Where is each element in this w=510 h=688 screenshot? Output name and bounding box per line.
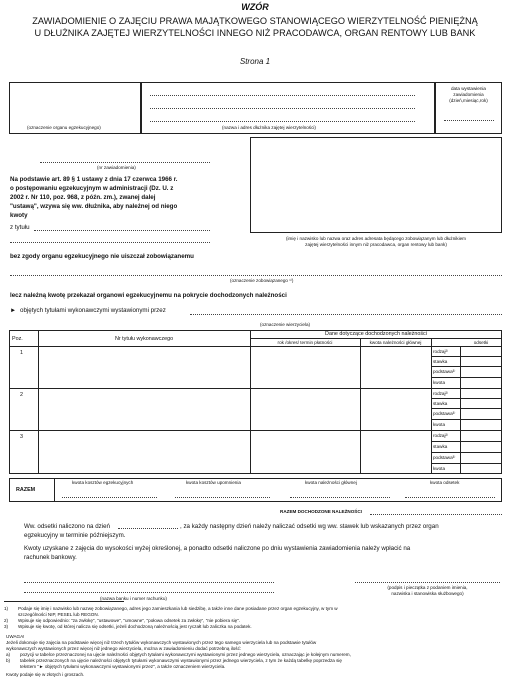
row-2-rodzaj: rodzaj²⁾ (433, 391, 449, 396)
z-tytulu-line-1 (34, 230, 210, 231)
item-b-marker: b) (6, 658, 11, 663)
wierzyciel-line (190, 314, 502, 315)
header-kwota: kwota należności głównej (369, 340, 422, 345)
uwaga-1: Jeżeli dokonuje się zajęcia na podstawie więcej niż trzech tytułów wykonawczych wystawionych przez tego samego wierzyciela lub na podstawie tytułów (6, 640, 317, 645)
legal-text-5: kwoty (10, 212, 28, 219)
row-3-stawka: stawka (433, 444, 448, 449)
footnote-1b: szczególności NIP, PESEL lub REGON. (18, 612, 99, 617)
uwaga-b1: tabelek przeznaczonych na ujęcie należności objętych tytułami wykonawczymi wystawionymi przez jednego wierzyciela, z tym że każdą tabelkę poprzedza się (20, 658, 342, 663)
legal-text-4: "ustawą", wzywa się ww. dłużnika, aby należnej od niego (10, 203, 178, 210)
razem-glowna: kwota należności głównej (305, 480, 357, 485)
addressee-label-2: zajętej wierzytelności innym niż pracodawca, organ rentowy lub bank) (305, 242, 447, 247)
row-3-poz: 3 (20, 434, 23, 440)
signature-label-1: (podpis i pieczątka z podaniem imienia, (387, 585, 468, 590)
header-rok: rok /okres/ termin płatności (277, 340, 333, 345)
razem-label: RAZEM (16, 487, 36, 493)
date-line (444, 120, 494, 121)
header-poz: Poz. (12, 336, 23, 342)
bank-line-2 (24, 592, 274, 593)
bank-line-1 (24, 582, 274, 583)
objetych-text: objętych tytułami wykonawczymi wystawionymi przez (20, 307, 166, 314)
date-label-2: zawiadomienia (453, 92, 484, 97)
row-1-podstawa: podstawa³⁾ (433, 369, 456, 374)
footnote-3-marker: 3) (4, 624, 9, 629)
last-note: Kwoty podaje się w złotych i groszach. (6, 672, 85, 677)
wzor-label: WZÓR (241, 2, 269, 12)
document-title-line1: ZAWIADOMIENIE O ZAJĘCIU PRAWA MAJĄTKOWEGO STANOWIĄCEGO WIERZYTELNOŚĆ PIENIĘŻNĄ (32, 16, 478, 26)
signature-line (355, 582, 500, 583)
date-label-3: (dzień,miesiąc,rok) (449, 98, 488, 103)
zobowiazany-label: (oznaczenie zobowiązanego ¹⁾) (230, 278, 294, 283)
page-number: Strona 1 (239, 57, 271, 66)
row-1-rodzaj: rodzaj²⁾ (433, 349, 449, 354)
ww-odsetki-text-1a: Ww. odsetki naliczono na dzień (24, 523, 110, 530)
footnote-1a: Podaje się imię i nazwisko lub nazwę zobowiązanego, adres jego zamieszkania lub siedzibę, a także inne dane posiadane przez organ egzekucyjny, w tym w (18, 606, 338, 611)
header-nr-tytulu: Nr tytułu wykonawczego (114, 336, 174, 342)
signature-label-2: nazwiska i stanowiska służbowego) (391, 591, 464, 596)
row-2-stawka: stawka (433, 401, 448, 406)
row-2-poz: 2 (20, 392, 23, 398)
bank-label: (nazwa banku i numer rachunku) (100, 596, 167, 601)
footnote-2: Wpisuje się odpowiednio: "za zwłokę", "ustawowe", "umowne", "połowa odsetek za zwłokę", "nie pobiera się". (18, 618, 241, 623)
addressee-label-1: (imię i nazwisko lub nazwa oraz adres adresata będącego zobowiązanym lub dłużnikiem (285, 236, 466, 241)
header-dane: Dane dotyczące dochodzonych należności (325, 331, 427, 337)
footnote-2-marker: 2) (4, 618, 9, 623)
date-label-1: data wystawienia (451, 86, 486, 91)
row-3-podstawa: podstawa³⁾ (433, 455, 456, 460)
addressee-box[interactable] (250, 137, 502, 233)
kwoty-text-1: Kwoty uzyskane z zajęcia do wysokości wyżej określonej, a ponadto odsetki naliczone po dniu wystawienia zawiadomienia należy wpłacić na (24, 545, 411, 552)
lecz-text: lecz należną kwotę przekazał organowi egzekucyjnemu na pokrycie dochodzonych należności (10, 292, 287, 299)
uwaga-2: wykonawczych wystawionych przez więcej niż jednego wierzyciela, można w zawiadomieniu dodać potrzebną ilość: (6, 646, 242, 651)
uwaga-heading: UWAGA! (6, 634, 25, 639)
razem-koszty-egz: kwota kosztów egzekucyjnych (72, 480, 134, 485)
arrow-icon: ► (10, 307, 17, 314)
kwoty-text-2: rachunek bankowy. (24, 554, 77, 561)
document-title-line2: U DŁUŻNIKA ZAJĘTEJ WIERZYTELNOŚCI INNEGO NIŻ PRACODAWCA, ORGAN RENTOWY LUB BANK (34, 28, 476, 38)
row-3-kwota: kwota (433, 466, 446, 471)
z-tytulu-label: z tytułu (10, 224, 30, 231)
receivables-table (9, 330, 502, 474)
nr-label: (nr zawiadomienia) (97, 165, 136, 170)
debtor-label: (nazwa i adres dłużnika zajętej wierzytelności) (222, 125, 316, 130)
legal-text-3: 2002 r. Nr 110, poz. 968, z późn. zm.), zwanej dalej (10, 194, 156, 201)
header-odsetki: odsetki (473, 340, 489, 345)
row-1-stawka: stawka (433, 359, 448, 364)
razem-dochodzone: RAZEM DOCHODZONE NALEŻNOŚCI (280, 509, 362, 514)
uwaga-a: pozycji w tabelce przeznaczonej na ujęcie należności objętych tytułami wykonawczymi wystawionymi przez jednego wierzyciela, oznaczając je kolejnym numerem, (20, 652, 351, 657)
uwaga-b2: tekstem "► objętych tytułami wykonawczymi wystawionymi przez", a także oznaczeniem wierzyciela. (20, 664, 226, 669)
ww-odsetki-text-2: egzekucyjny w terminie późniejszym. (24, 532, 126, 539)
organ-label: (oznaczenie organu egzekucyjnego) (27, 125, 101, 130)
legal-text-2: o postępowaniu egzekucyjnym w administracji (Dz. U. z (10, 185, 174, 192)
row-1-kwota: kwota (433, 380, 446, 385)
nr-line (40, 162, 210, 163)
footnote-divider (4, 601, 124, 602)
ww-odsetki-text-1b: , za każdy następny dzień należy naliczać odsetki wg ww. stawek lub wskazanych przez organ (180, 523, 439, 530)
row-2-podstawa: podstawa³⁾ (433, 411, 456, 416)
debtor-line-2 (150, 108, 415, 109)
item-a-marker: a) (6, 652, 11, 657)
debtor-line-3 (150, 121, 415, 122)
row-3-rodzaj: rodzaj²⁾ (433, 433, 449, 438)
footnote-3: Wpisuje się kwotę, od której nalicza się odsetki, jeżeli dochodzoną należnością jest ryczałt lub zaliczka na podatek. (18, 624, 252, 629)
zobowiazany-line (10, 275, 502, 276)
footnote-1-marker: 1) (4, 606, 9, 611)
wierzyciel-label: (oznaczenie wierzyciela) (260, 322, 311, 327)
razem-odsetki: kwota odsetek (430, 480, 460, 485)
razem-koszty-upom: kwota kosztów upomnienia (186, 480, 241, 485)
bez-zgody-text: bez zgody organu egzekucyjnego nie uiszczał zobowiązanemu (10, 253, 194, 260)
row-2-kwota: kwota (433, 422, 446, 427)
debtor-line-1 (150, 95, 415, 96)
z-tytulu-line-2 (10, 242, 210, 243)
row-1-poz: 1 (20, 350, 23, 356)
legal-text-1: Na podstawie art. 89 § 1 ustawy z dnia 17 czerwca 1966 r. (10, 176, 178, 183)
